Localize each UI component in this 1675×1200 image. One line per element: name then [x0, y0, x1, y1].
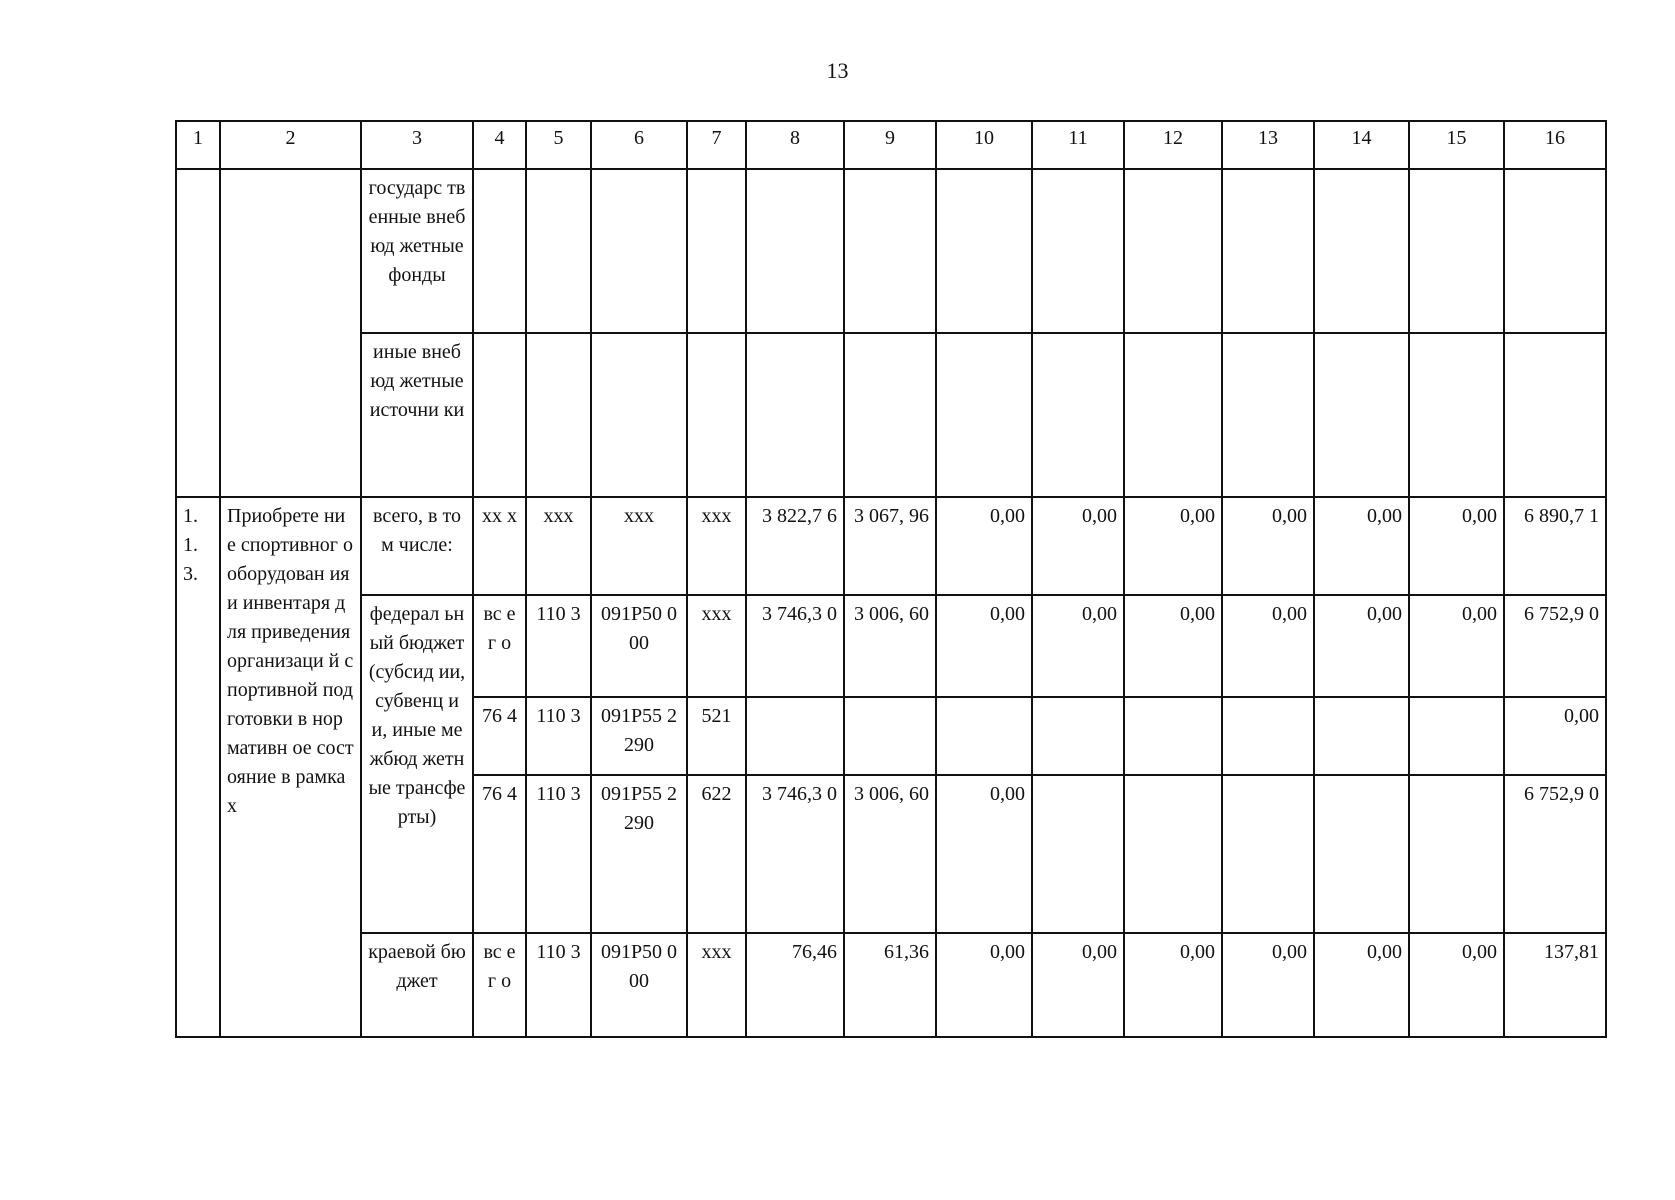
column-number: 14: [1314, 121, 1409, 169]
empty-cell: [1124, 333, 1222, 497]
value-cell: 61,36: [844, 933, 936, 1037]
empty-cell: [591, 169, 687, 333]
item-name-cell: Приобрете ние спортивног о оборудован ия и инвентаря для приведения организаци й спортивной подготовки в нормативн ое состояние в рамках: [220, 497, 361, 1037]
total-cell: 6 752,9 0: [1504, 595, 1606, 697]
value-cell: [1222, 697, 1314, 775]
column-number: 16: [1504, 121, 1606, 169]
column-number: 10: [936, 121, 1032, 169]
empty-cell: [1314, 169, 1409, 333]
value-cell: [1222, 775, 1314, 933]
value-cell: 0,00: [1124, 595, 1222, 697]
total-cell: 6 752,9 0: [1504, 775, 1606, 933]
section-code-cell: ххх: [526, 497, 591, 595]
expense-type-cell: ххх: [687, 497, 746, 595]
table-row: [176, 333, 1606, 497]
value-cell: 0,00: [1314, 497, 1409, 595]
column-number: 2: [220, 121, 361, 169]
empty-cell: [1409, 169, 1504, 333]
funding-source-cell: государс твенные внебюд жетные фонды: [361, 169, 473, 333]
value-cell: 0,00: [1409, 933, 1504, 1037]
value-cell: [1032, 775, 1124, 933]
empty-cell: [1032, 169, 1124, 333]
value-cell: [1032, 697, 1124, 775]
value-cell: 0,00: [1314, 933, 1409, 1037]
page-number: 13: [826, 58, 849, 83]
column-number: 8: [746, 121, 844, 169]
column-number: 11: [1032, 121, 1124, 169]
column-number: 4: [473, 121, 526, 169]
column-number: 6: [591, 121, 687, 169]
column-number: 1: [176, 121, 220, 169]
target-code-cell: 091Р55 2290: [591, 775, 687, 933]
empty-cell: [687, 333, 746, 497]
column-number-row: [176, 121, 1606, 169]
total-cell: 137,81: [1504, 933, 1606, 1037]
value-cell: 0,00: [1222, 595, 1314, 697]
admin-code-cell: 76 4: [473, 775, 526, 933]
section-code-cell: 110 3: [526, 775, 591, 933]
admin-code-cell: хх х: [473, 497, 526, 595]
funding-source-cell: краевой бюджет: [361, 933, 473, 1037]
empty-cell: [1222, 169, 1314, 333]
value-cell: [1409, 775, 1504, 933]
value-cell: 3 006, 60: [844, 595, 936, 697]
value-cell: 0,00: [1222, 497, 1314, 595]
item-number-cell: 1. 1. 3.: [176, 497, 220, 1037]
value-cell: 0,00: [1222, 933, 1314, 1037]
total-cell: 0,00: [1504, 697, 1606, 775]
value-cell: 3 006, 60: [844, 775, 936, 933]
value-cell: 3 822,7 6: [746, 497, 844, 595]
value-cell: 3 746,3 0: [746, 775, 844, 933]
value-cell: 0,00: [1032, 595, 1124, 697]
value-cell: 3 067, 96: [844, 497, 936, 595]
column-number: 12: [1124, 121, 1222, 169]
target-code-cell: ххх: [591, 497, 687, 595]
funding-source-cell: всего, в том числе:: [361, 497, 473, 595]
value-cell: 0,00: [1409, 497, 1504, 595]
funding-source-cell: иные внебюд жетные источни ки: [361, 333, 473, 497]
value-cell: 76,46: [746, 933, 844, 1037]
empty-cell: [936, 169, 1032, 333]
empty-cell: [746, 169, 844, 333]
empty-name-cell: [220, 169, 361, 497]
total-cell: [1504, 169, 1606, 333]
empty-cell: [591, 333, 687, 497]
empty-cell: [1504, 333, 1606, 497]
value-cell: 0,00: [1032, 933, 1124, 1037]
table-row: [176, 933, 1606, 1037]
section-code-cell: 110 3: [526, 595, 591, 697]
budget-table: [175, 120, 1607, 1038]
empty-cell: [936, 333, 1032, 497]
value-cell: 0,00: [1314, 595, 1409, 697]
target-code-cell: 091Р50 000: [591, 933, 687, 1037]
admin-code-cell: вс ег о: [473, 933, 526, 1037]
column-number: 7: [687, 121, 746, 169]
value-cell: [844, 697, 936, 775]
expense-type-cell: 521: [687, 697, 746, 775]
value-cell: 0,00: [936, 497, 1032, 595]
value-cell: 0,00: [936, 933, 1032, 1037]
value-cell: [936, 697, 1032, 775]
empty-cell: [844, 169, 936, 333]
expense-type-cell: ххх: [687, 933, 746, 1037]
empty-cell: [473, 333, 526, 497]
table-row: [176, 497, 1606, 595]
section-code-cell: 110 3: [526, 697, 591, 775]
table-row: [176, 595, 1606, 697]
admin-code-cell: вс ег о: [473, 595, 526, 697]
value-cell: 0,00: [936, 595, 1032, 697]
expense-type-cell: 622: [687, 775, 746, 933]
value-cell: 0,00: [1032, 497, 1124, 595]
empty-cell: [526, 333, 591, 497]
value-cell: [746, 697, 844, 775]
empty-cell: [1032, 333, 1124, 497]
admin-code-cell: 76 4: [473, 697, 526, 775]
total-cell: 6 890,7 1: [1504, 497, 1606, 595]
target-code-cell: 091Р50 000: [591, 595, 687, 697]
funding-source-cell: федерал ьный бюджет (субсид ии, субвенц ии, иные межбюд жетные трансфе рты): [361, 595, 473, 933]
value-cell: 0,00: [1409, 595, 1504, 697]
empty-cell: [1314, 333, 1409, 497]
empty-cell: [1124, 169, 1222, 333]
section-code-cell: 110 3: [526, 933, 591, 1037]
empty-cell: [1409, 333, 1504, 497]
table-row: [176, 169, 1606, 333]
column-number: 5: [526, 121, 591, 169]
empty-cell: [687, 169, 746, 333]
expense-type-cell: ххх: [687, 595, 746, 697]
column-number: 15: [1409, 121, 1504, 169]
value-cell: 0,00: [1124, 933, 1222, 1037]
empty-cell: [1222, 333, 1314, 497]
target-code-cell: 091Р55 2290: [591, 697, 687, 775]
empty-cell: [473, 169, 526, 333]
value-cell: [1314, 697, 1409, 775]
value-cell: [1124, 775, 1222, 933]
value-cell: 0,00: [936, 775, 1032, 933]
empty-cell: [526, 169, 591, 333]
value-cell: 0,00: [1124, 497, 1222, 595]
value-cell: 3 746,3 0: [746, 595, 844, 697]
column-number: 9: [844, 121, 936, 169]
value-cell: [1314, 775, 1409, 933]
empty-cell: [844, 333, 936, 497]
value-cell: [1409, 697, 1504, 775]
value-cell: [1124, 697, 1222, 775]
empty-cell: [746, 333, 844, 497]
column-number: 13: [1222, 121, 1314, 169]
empty-number-cell: [176, 169, 220, 497]
column-number: 3: [361, 121, 473, 169]
